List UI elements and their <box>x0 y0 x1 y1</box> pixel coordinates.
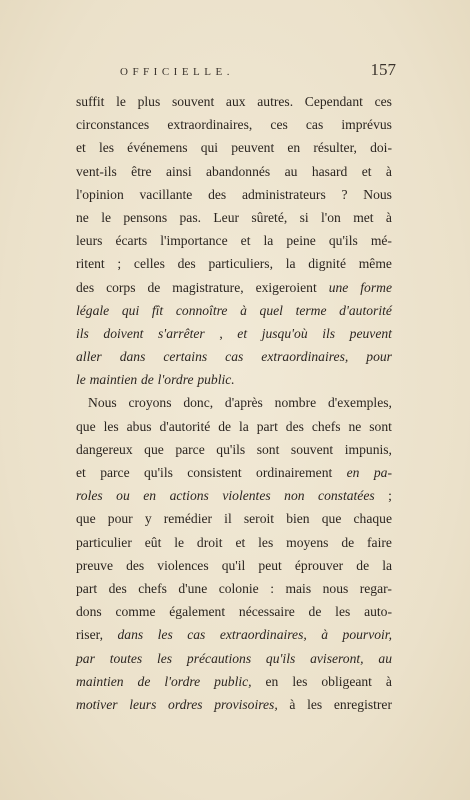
word: des <box>177 256 196 272</box>
word: des <box>76 279 95 295</box>
word: nécessaire <box>238 604 295 620</box>
word: actions <box>169 488 209 504</box>
word: auto- <box>364 604 392 620</box>
word: à <box>240 302 247 318</box>
word: : <box>270 580 274 596</box>
word: de <box>341 534 355 550</box>
word: donc, <box>183 395 214 411</box>
word: droit <box>196 534 223 550</box>
word: forme <box>360 279 392 295</box>
word: écarts <box>115 233 148 249</box>
word: preuve <box>76 557 113 573</box>
word: qu'ils <box>265 650 296 666</box>
word: exigeroient <box>255 279 317 295</box>
word: terme <box>295 302 327 318</box>
word: en <box>346 465 360 480</box>
word: et <box>361 163 372 179</box>
word: colonie <box>218 580 259 596</box>
word: vacillante <box>139 186 193 202</box>
word: éprouver <box>294 557 344 573</box>
word: qui <box>121 302 140 318</box>
word: roles <box>76 488 103 504</box>
word: l'opinion <box>76 186 124 202</box>
word: magistrature, <box>172 279 244 295</box>
word: ne <box>348 418 362 434</box>
word: aller <box>76 349 102 365</box>
word: à <box>385 209 392 225</box>
word: cas <box>187 627 206 643</box>
word: seroit <box>243 511 275 527</box>
word: d'après <box>224 395 263 411</box>
word: et <box>76 465 86 480</box>
word: remédier <box>163 511 213 527</box>
word: toutes <box>109 650 143 666</box>
word: nombre <box>274 395 317 411</box>
text-line <box>76 647 392 670</box>
word: Cependant <box>304 94 363 109</box>
word: leurs <box>129 696 157 712</box>
word: chaque <box>353 511 392 527</box>
word: dignité <box>308 256 346 272</box>
text-line <box>76 507 392 530</box>
word: ordres <box>168 696 203 712</box>
word: corps <box>106 279 136 295</box>
word: même <box>358 256 392 272</box>
word: maintien <box>89 372 138 388</box>
text-line <box>76 322 392 345</box>
word: administrateurs <box>241 186 326 202</box>
text-line <box>76 276 392 299</box>
word: , <box>219 325 223 341</box>
word: parce <box>175 441 205 457</box>
text-line <box>76 183 392 206</box>
word: constatées <box>318 488 375 504</box>
word: les <box>98 140 115 156</box>
word: vent-ils <box>76 163 117 179</box>
word: souvent <box>171 94 215 109</box>
word: faire <box>367 534 392 550</box>
page-number: 157 <box>370 60 396 79</box>
word: par <box>76 650 95 666</box>
word: bien <box>286 511 310 527</box>
text-line <box>76 252 392 275</box>
text-line <box>76 670 392 693</box>
word: maintien <box>76 673 124 689</box>
word: ou <box>116 488 130 504</box>
word: la <box>238 418 249 434</box>
word: au <box>284 163 298 179</box>
text-line <box>76 461 392 484</box>
text-line <box>76 415 392 438</box>
word: part <box>76 580 98 596</box>
word: une <box>328 279 349 295</box>
word: doivent <box>103 325 144 341</box>
word: pour <box>366 349 392 365</box>
word: cas <box>225 349 244 365</box>
word: les <box>258 534 274 550</box>
word: eût <box>144 534 162 550</box>
word: ces <box>374 94 392 109</box>
page-header <box>76 60 396 84</box>
text-line <box>76 368 392 391</box>
word: enregistrer <box>333 696 392 712</box>
word: la <box>285 256 296 272</box>
word: et <box>76 140 86 156</box>
word: autres. <box>257 94 294 109</box>
text-line <box>76 438 392 461</box>
word: nous <box>322 580 349 596</box>
word: ? <box>341 186 348 202</box>
word: de <box>137 673 151 689</box>
word: sûreté, <box>251 209 288 225</box>
text-line <box>76 160 392 183</box>
word: extraordinaires, <box>261 349 349 365</box>
word: doi- <box>370 140 392 156</box>
word: de <box>147 279 161 295</box>
word: il <box>224 511 232 527</box>
text-line <box>76 554 392 577</box>
word: événemens <box>127 140 188 156</box>
word: public, <box>214 673 252 689</box>
word: que <box>76 418 96 434</box>
word: ; <box>388 488 392 504</box>
word: public. <box>197 372 235 388</box>
word: dans <box>119 349 146 365</box>
word: part <box>256 418 278 434</box>
word: peut <box>258 557 282 573</box>
word: également <box>169 604 226 620</box>
word: des <box>285 418 304 434</box>
word: comme <box>115 604 156 620</box>
word: si <box>299 209 309 225</box>
word: des <box>126 557 145 573</box>
word: parce <box>100 465 130 480</box>
word: pas. <box>179 209 202 225</box>
word: suffit <box>76 94 105 109</box>
word: aviseront, <box>310 650 364 666</box>
body-text <box>76 90 392 716</box>
word: l'ordre <box>164 673 201 689</box>
word: au <box>378 650 392 666</box>
word: peuvent <box>349 325 392 341</box>
word: les <box>307 696 323 712</box>
text-line <box>76 693 392 716</box>
word: souvent <box>290 441 334 457</box>
word: quel <box>259 302 283 318</box>
word: les <box>335 604 351 620</box>
word: les <box>292 673 308 689</box>
word: être <box>131 163 152 179</box>
word: extraordinaires, <box>167 117 253 133</box>
word: de <box>356 557 370 573</box>
word: en <box>287 140 301 156</box>
word: les <box>103 418 119 434</box>
word: ainsi <box>165 163 192 179</box>
word: dons <box>76 604 102 620</box>
text-line <box>76 90 392 113</box>
word: croyons <box>128 395 172 411</box>
word: la <box>382 557 392 573</box>
word: ritent <box>76 256 105 272</box>
word: dangereux <box>76 441 133 457</box>
word: sont <box>369 418 392 434</box>
word: impunis, <box>344 441 392 457</box>
word: de <box>218 418 232 434</box>
word: en <box>143 488 157 504</box>
word: particulier <box>76 534 132 550</box>
word: plus <box>137 94 161 109</box>
word: riser, <box>76 627 104 643</box>
word: ils <box>76 325 89 341</box>
word: à <box>385 673 392 689</box>
word: mé- <box>370 233 392 249</box>
word: Nous <box>88 395 117 411</box>
word: s'arrêter <box>158 325 205 341</box>
word: que <box>144 441 164 457</box>
word: non <box>284 488 305 504</box>
word: hasard <box>311 163 348 179</box>
word: jusqu'où <box>261 325 308 341</box>
word: met <box>353 209 374 225</box>
word: pensons <box>123 209 168 225</box>
word: aux <box>225 94 246 109</box>
word: motiver <box>76 696 118 712</box>
word: connoître <box>175 302 228 318</box>
word: de <box>308 604 322 620</box>
word: y <box>144 511 152 527</box>
word: moyens <box>286 534 329 550</box>
word: les <box>157 627 173 643</box>
word: le <box>116 94 126 109</box>
word: à <box>321 627 329 643</box>
word: abus <box>126 418 152 434</box>
word: qu'ils <box>216 441 246 457</box>
word: de <box>140 372 154 388</box>
word: l'on <box>321 209 341 225</box>
word: chefs <box>138 580 167 596</box>
text-line <box>76 391 392 414</box>
word: provisoires, <box>214 696 278 712</box>
text-line <box>76 345 392 368</box>
word: d'exemples, <box>327 395 392 411</box>
word: mais <box>285 580 312 596</box>
word: ne <box>76 209 89 225</box>
word: qu'il <box>221 557 246 573</box>
text-line <box>76 531 392 554</box>
word: sont <box>256 441 280 457</box>
word: pour <box>107 511 133 527</box>
text-line <box>76 484 392 507</box>
word: qui <box>200 140 219 156</box>
word: imprévus <box>341 117 392 133</box>
word: obligeant <box>321 673 372 689</box>
word: à <box>385 163 392 179</box>
text-line <box>76 577 392 600</box>
word: le <box>101 209 111 225</box>
word: qu'ils <box>144 465 173 480</box>
running-head: OFFICIELLE. <box>120 66 234 78</box>
word: le <box>174 534 185 550</box>
word: d'une <box>178 580 208 596</box>
word: l'ordre <box>157 372 194 388</box>
word: à <box>289 696 296 712</box>
word: le <box>76 372 86 388</box>
text-line <box>76 229 392 252</box>
word: chefs <box>311 418 341 434</box>
text-line <box>76 136 392 159</box>
word: l'importance <box>160 233 228 249</box>
word: Leur <box>213 209 240 225</box>
text-line <box>76 206 392 229</box>
word: ; <box>117 256 122 272</box>
word: les <box>157 650 173 666</box>
word: consistent <box>187 465 242 480</box>
word: circonstances <box>76 117 150 133</box>
word: en <box>265 673 279 689</box>
word: précautions <box>186 650 252 666</box>
word: des <box>208 186 227 202</box>
word: résulter, <box>313 140 357 156</box>
word: ces <box>270 117 288 133</box>
word: des <box>108 580 127 596</box>
word: peuvent <box>231 140 275 156</box>
word: peine <box>286 233 316 249</box>
word: ordinairement <box>256 465 333 480</box>
word: et <box>240 233 251 249</box>
word: particuliers, <box>208 256 273 272</box>
word: que <box>321 511 342 527</box>
word: et <box>235 534 246 550</box>
word: d'autorité <box>159 418 211 434</box>
word: violences <box>157 557 209 573</box>
word: que <box>76 511 96 527</box>
word: dans <box>117 627 144 643</box>
word: violentes <box>222 488 271 504</box>
word: et <box>237 325 248 341</box>
word: pourvoir, <box>342 627 392 643</box>
word: abandonnés <box>206 163 271 179</box>
word: celles <box>133 256 165 272</box>
word: pa- <box>373 465 392 480</box>
word: d'autorité <box>339 302 392 318</box>
word: fît <box>151 302 164 318</box>
text-line <box>76 623 392 646</box>
word: leurs <box>76 233 103 249</box>
text-line <box>76 299 392 322</box>
word: regar- <box>359 580 392 596</box>
word: extraordinaires, <box>219 627 307 643</box>
word: la <box>263 233 274 249</box>
word: ils <box>322 325 336 341</box>
text-line <box>76 600 392 623</box>
word: légale <box>76 302 110 318</box>
text-line <box>76 113 392 136</box>
word: qu'ils <box>328 233 358 249</box>
word: certains <box>163 349 208 365</box>
word: cas <box>305 117 324 133</box>
word: Nous <box>363 186 392 202</box>
